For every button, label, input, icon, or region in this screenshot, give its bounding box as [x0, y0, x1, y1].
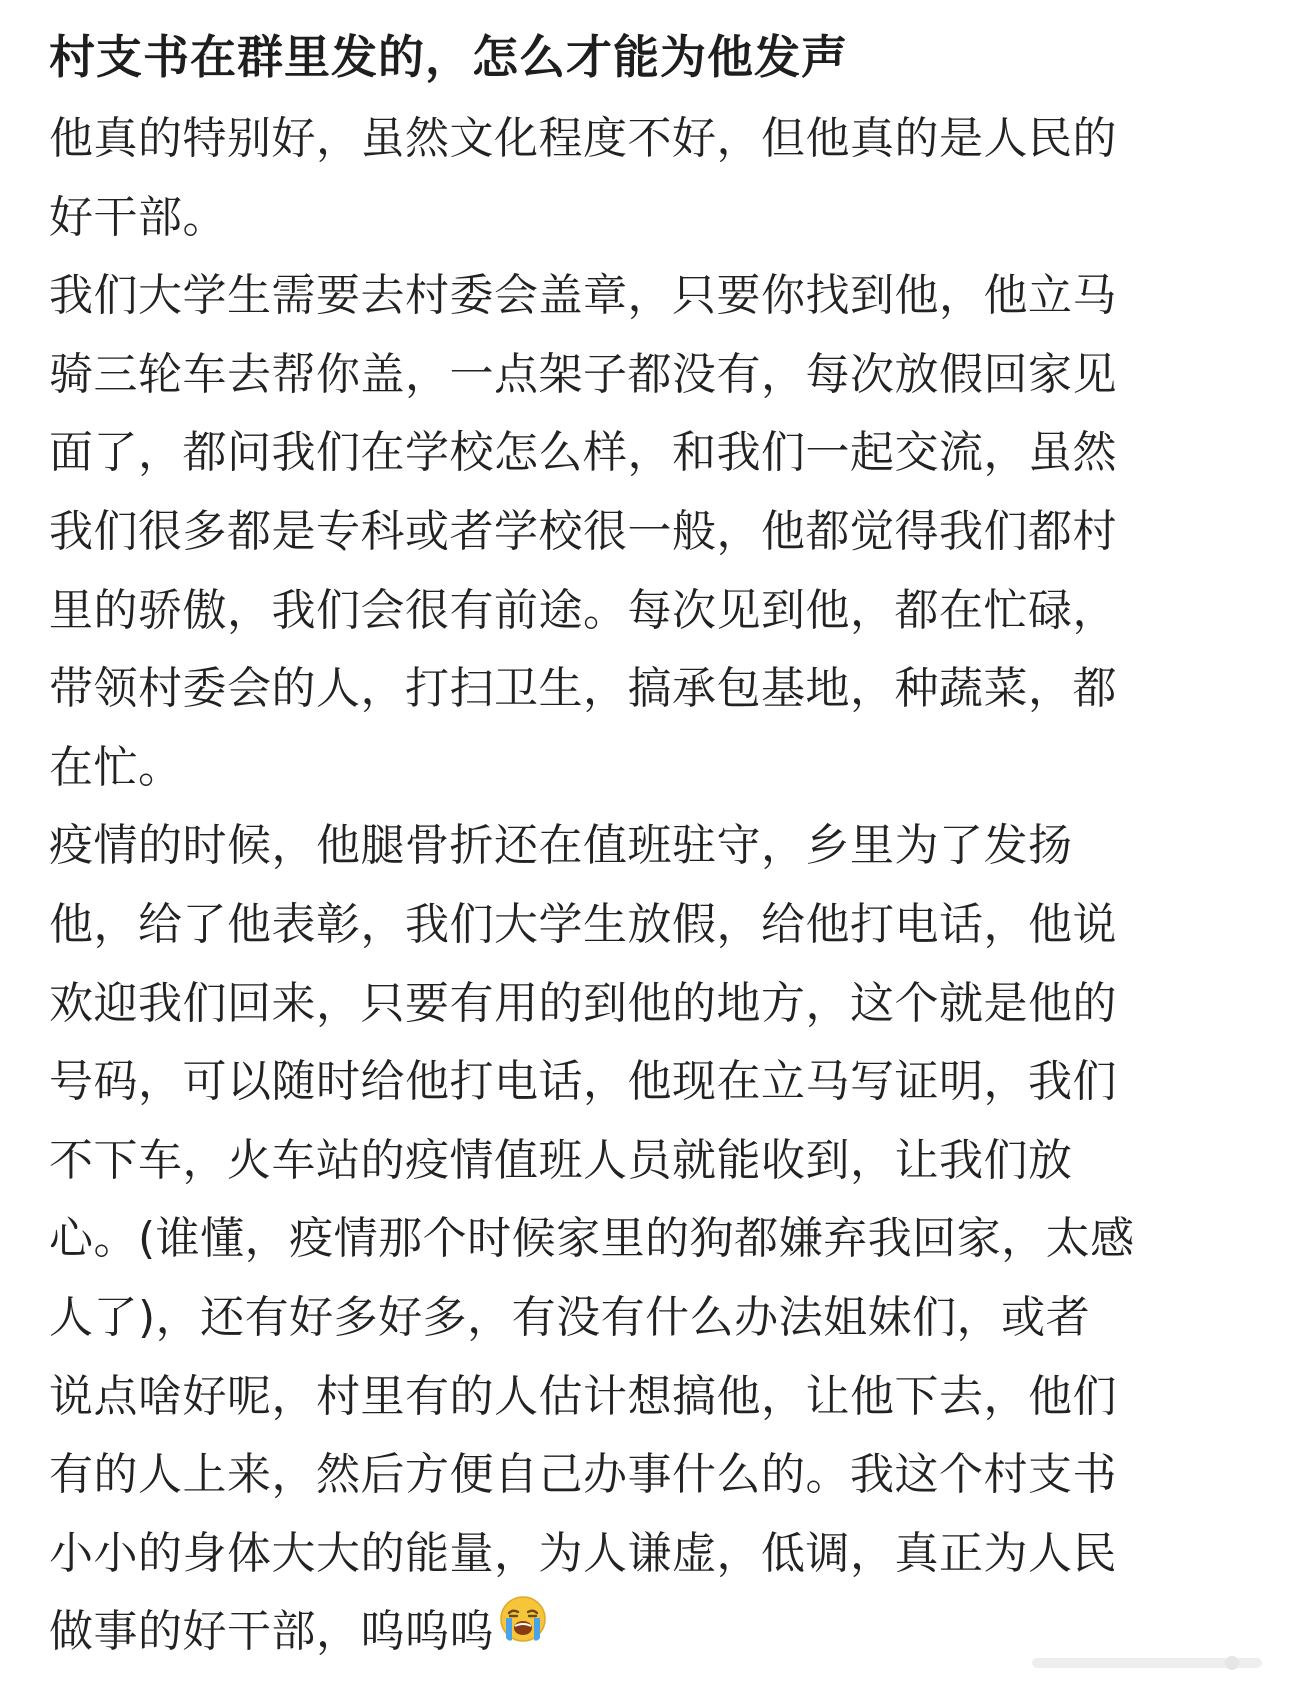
body-line-text: 做事的好干部，呜呜呜 — [49, 1606, 494, 1658]
body-line: 小小的身体大大的能量，为人谦虚，低调，真正为人民 — [49, 1527, 1117, 1579]
body-line: 他真的特别好，虽然文化程度不好，但他真的是人民的 — [49, 113, 1117, 164]
body-line: 欢迎我们回来，只要有用的到他的地方，这个就是他的 — [49, 977, 1117, 1029]
body-line: 面了，都问我们在学校怎么样，和我们一起交流，虽然 — [49, 427, 1117, 479]
body-line: 号码，可以随时给他打电话，他现在立马写证明，我们 — [49, 1056, 1117, 1108]
post — [49, 20, 1254, 1672]
body-line: 我们大学生需要去村委会盖章，只要你找到他，他立马 — [49, 270, 1117, 322]
body-line: 人了)，还有好多好多，有没有什么办法姐妹们，或者 — [49, 1291, 1091, 1343]
body-line: 有的人上来，然后方便自己办事什么的。我这个村支书 — [49, 1449, 1117, 1501]
body-line: 不下车，火车站的疫情值班人员就能收到，让我们放 — [49, 1134, 1073, 1186]
post-title: 村支书在群里发的，怎么才能为他发声 — [49, 30, 848, 84]
body-line: 疫情的时候，他腿骨折还在值班驻守，乡里为了发扬 — [49, 820, 1073, 872]
body-line: 心。(谁懂，疫情那个时候家里的狗都嫌弃我回家，太感 — [49, 1213, 1135, 1265]
body-line: 里的骄傲，我们会很有前途。每次见到他，都在忙碌， — [49, 584, 1117, 636]
watermark — [1032, 1648, 1262, 1678]
post-body — [49, 100, 1254, 1672]
body-line: 在忙。 — [49, 741, 183, 793]
body-line: 说点啥好呢，村里有的人估计想搞他，让他下去，他们 — [49, 1370, 1117, 1422]
body-line: 我们很多都是专科或者学校很一般，他都觉得我们都村 — [49, 505, 1117, 557]
body-line: 带领村委会的人，打扫卫生，搞承包基地，种蔬菜，都 — [49, 663, 1117, 715]
body-line: 好干部。 — [49, 191, 227, 243]
body-line: 他，给了他表彰，我们大学生放假，给他打电话，他说 — [49, 898, 1117, 950]
loudly-crying-face-icon — [498, 1591, 548, 1670]
body-line: 骑三轮车去帮你盖，一点架子都没有，每次放假回家见 — [49, 348, 1117, 400]
